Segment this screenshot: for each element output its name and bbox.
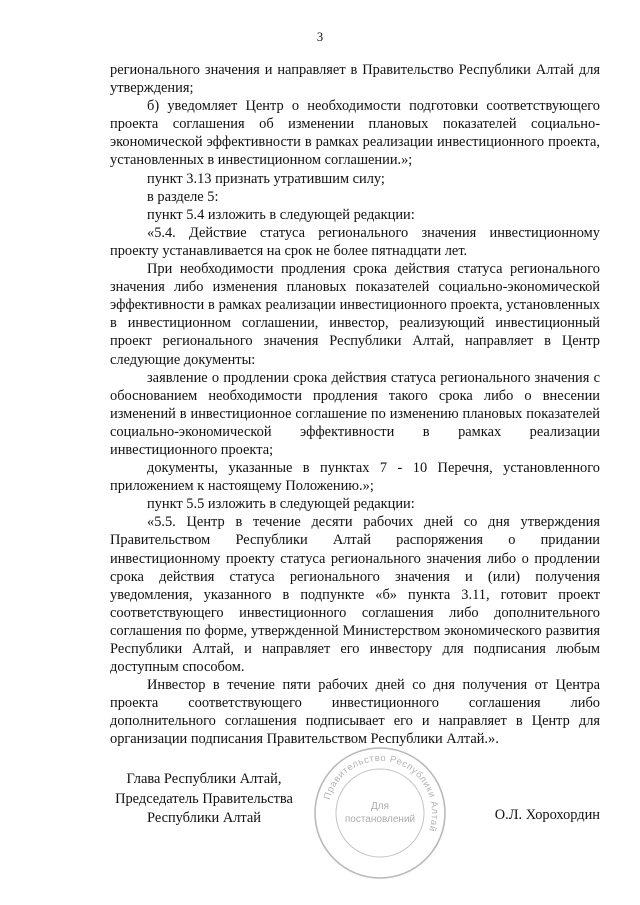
- paragraph: б) уведомляет Центр о необходимости подготовки соответствующего проекта соглашения об изменении плановых показателей социально-экономической эффективности в рамках реализации инвестиционного проекта, установленных в инвестиционном соглашении.»;: [110, 98, 600, 169]
- page-number: 3: [316, 30, 324, 44]
- paragraph: заявление о продлении срока действия статуса регионального значения с обоснованием необходимости продления такого срока либо о внесении изменений в инвестиционное соглашение по изменению плановых показателей социально-экономической эффективности в рамках реализации инвестиционного проекта;: [110, 369, 600, 458]
- document-body: [110, 61, 600, 749]
- paragraph: «5.4. Действие статуса регионального значения инвестиционному проекту устанавливается на срок не более пятнадцати лет.: [110, 224, 600, 259]
- stamp-outer-text: Правительство Республики Алтай: [321, 752, 441, 834]
- signatory-position: [110, 770, 298, 829]
- paragraph: При необходимости продления срока действия статуса регионального значения либо изменения плановых показателей социально-экономической эффективности в рамках реализации инвестиционного проекта, установленных в инвестиционном соглашении, инвестор, реализующий инвестиционный проект регионального значения Республики Алтай, направляет в Центр следующие документы:: [110, 261, 600, 368]
- signatory-position-line: Республики Алтай: [147, 810, 261, 826]
- stamp-inner-line: Для: [370, 801, 390, 812]
- paragraph: пункт 5.4 изложить в следующей редакции:: [147, 206, 415, 223]
- paragraph: в разделе 5:: [147, 188, 219, 205]
- signatory-position-line: Глава Республики Алтай,: [126, 771, 282, 787]
- official-stamp: [312, 745, 448, 881]
- paragraph: регионального значения и направляет в Правительство Республики Алтай для утверждения;: [110, 62, 600, 97]
- stamp-inner-line: постановлений: [344, 814, 416, 825]
- paragraph: «5.5. Центр в течение десяти рабочих дней со дня утверждения Правительством Республики Алтай распоряжения о придании инвестиционному проекту статуса регионального значения либо о продлении срока действия статуса регионального значения и (или) получения уведомления, указанного в подпункте «б» пункта 3.11, готовит проект соответствующего инвестиционного соглашения либо дополнительного соглашения по форме, утвержденной Министерством экономического развития Республики Алтай, и направляет его инвестору для подписания любым доступным способом.: [110, 514, 600, 676]
- paragraph: пункт 5.5 изложить в следующей редакции:: [147, 496, 415, 513]
- signatory-name: О.Л. Хорохордин: [494, 807, 600, 823]
- signatory-position-line: Председатель Правительства: [115, 790, 293, 807]
- paragraph: пункт 3.13 признать утратившим силу;: [147, 170, 385, 187]
- paragraph: Инвестор в течение пяти рабочих дней со дня получения от Центра проекта соответствующего инвестиционного соглашения либо дополнительного соглашения подписывает его и направляет в Центр для организации подписания Правительством Республики Алтай.».: [110, 677, 600, 748]
- paragraph: документы, указанные в пунктах 7 - 10 Перечня, установленного приложением к настоящему Положению.»;: [110, 460, 600, 495]
